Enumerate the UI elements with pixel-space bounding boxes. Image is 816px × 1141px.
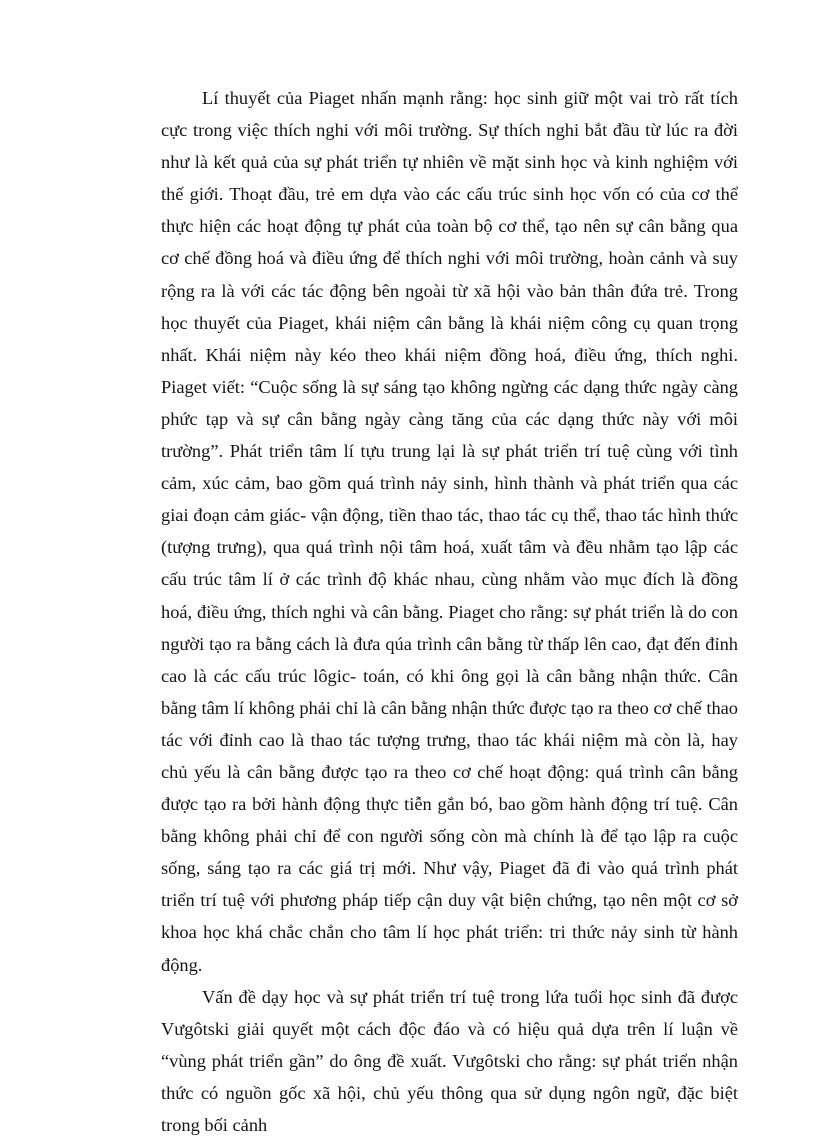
body-text bbox=[161, 82, 738, 1141]
paragraph-piaget: Lí thuyết của Piaget nhấn mạnh rằng: học sinh giữ một vai trò rất tích cực trong việc thích nghi với môi trường. Sự thích nghi bắt đầu từ lúc ra đời như là kết quả của sự phát triển tự nhiên về mặt sinh học và kinh nghiệm với thế giới. Thoạt đầu, trẻ em dựa vào các cấu trúc sinh học vốn có của cơ thể thực hiện các hoạt động tự phát của toàn bộ cơ thể, tạo nên sự cân bằng qua cơ chế đồng hoá và điều ứng để thích nghi với môi trường, hoàn cảnh và suy rộng ra là với các tác động bên ngoài từ xã hội vào bản thân đứa trẻ. Trong học thuyết của Piaget, khái niệm cân bằng là khái niệm công cụ quan trọng nhất. Khái niệm này kéo theo khái niệm đồng hoá, điều ứng, thích nghi. Piaget viết: “Cuộc sống là sự sáng tạo không ngừng các dạng thức ngày càng phức tạp và sự cân bằng ngày càng tăng của các dạng thức này với môi trường”. Phát triển tâm lí tựu trung lại là sự phát triển trí tuệ cùng với tình cảm, xúc cảm, bao gồm quá trình nảy sinh, hình thành và phát triển qua các giai đoạn cảm giác- vận động, tiền thao tác, thao tác cụ thể, thao tác hình thức (tượng trưng), qua quá trình nội tâm hoá, xuất tâm và đều nhằm tạo lập các cấu trúc tâm lí ở các trình độ khác nhau, cùng nhằm vào mục đích là đồng hoá, điều ứng, thích nghi và cân bằng. Piaget cho rằng: sự phát triển là do con người tạo ra bằng cách là đưa qúa trình cân bằng từ thấp lên cao, đạt đến đỉnh cao là các cấu trúc lôgic- toán, có khi ông gọi là cân bằng nhận thức. Cân bằng tâm lí không phải chỉ là cân bằng nhận thức được tạo ra theo cơ chế thao tác với đỉnh cao là thao tác tượng trưng, thao tác khái niệm mà còn là, hay chủ yếu là cân bằng được tạo ra theo cơ chế hoạt động: quá trình cân bằng được tạo ra bởi hành động thực tiễn gắn bó, bao gồm hành động trí tuệ. Cân bằng không phải chỉ để con người sống còn mà chính là để tạo lập ra cuộc sống, sáng tạo ra các giá trị mới. Như vậy, Piaget đã đi vào quá trình phát triển trí tuệ với phương pháp tiếp cận duy vật biện chứng, tạo nên một cơ sở khoa học khá chắc chắn cho tâm lí học phát triển: tri thức nảy sinh từ hành động. bbox=[161, 88, 738, 975]
paragraph-vygotsky: Vấn đề dạy học và sự phát triển trí tuệ trong lứa tuổi học sinh đã được Vưgôtski giải quyết một cách độc đáo và có hiệu quả dựa trên lí luận về “vùng phát triển gần” do ông đề xuất. Vưgôtski cho rằng: sự phát triển nhận thức có nguồn gốc xã hội, chủ yếu thông qua sử dụng ngôn ngữ, đặc biệt trong bối cảnh bbox=[161, 986, 738, 1135]
